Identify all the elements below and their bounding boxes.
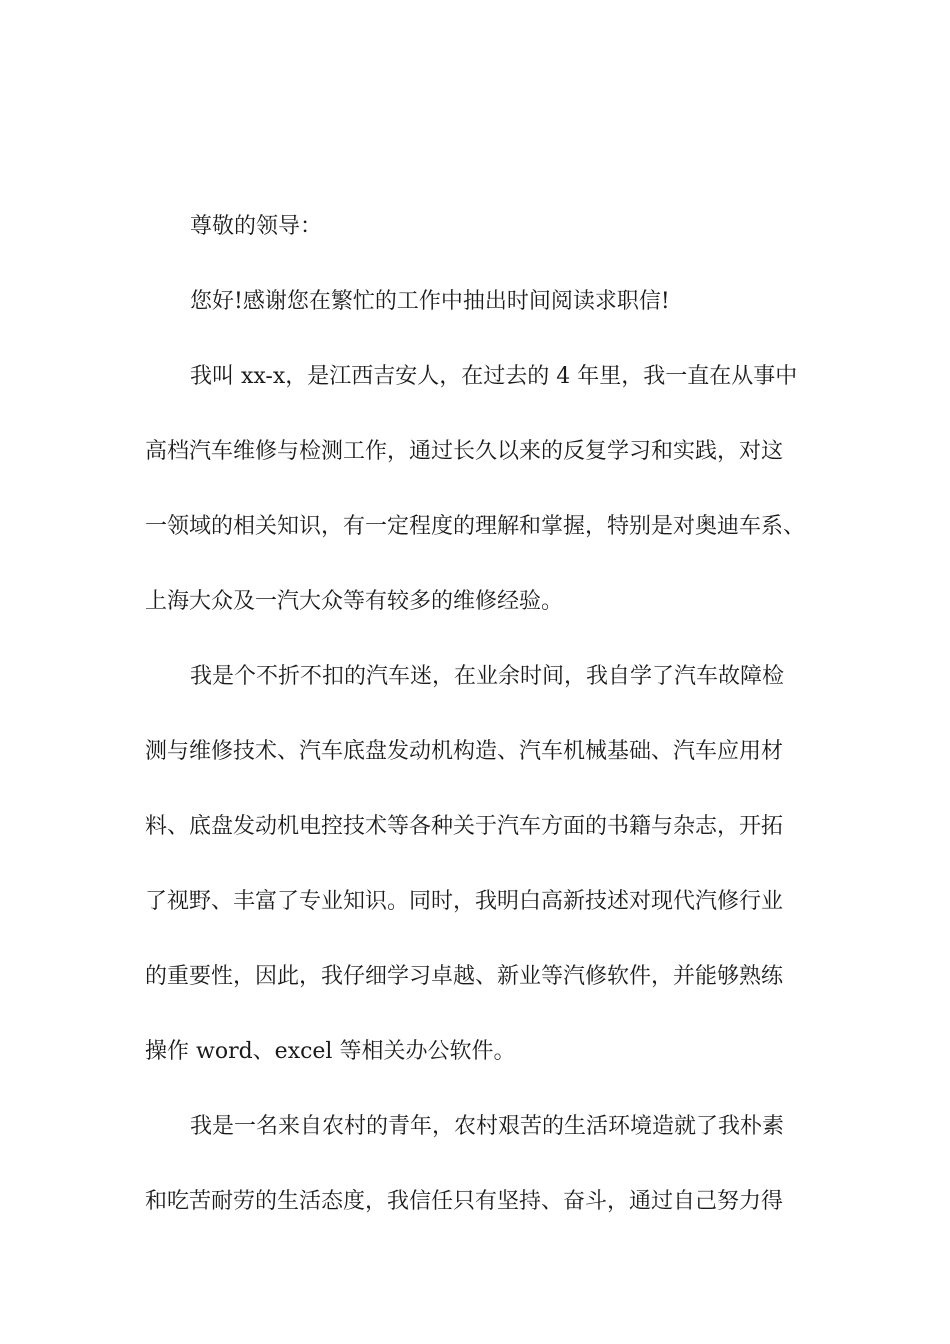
paragraph-line: 高档汽车维修与检测工作，通过长久以来的反复学习和实践，对这	[145, 439, 784, 464]
paragraph-line: 测与维修技术、汽车底盘发动机构造、汽车机械基础、汽车应用材	[145, 739, 784, 764]
paragraph-line: 料、底盘发动机电控技术等各种关于汽车方面的书籍与杂志，开拓	[145, 814, 784, 839]
paragraph-line: 我叫 xx-x，是江西吉安人，在过去的 4 年里，我一直在从事中	[190, 364, 798, 389]
paragraph-line: 上海大众及一汽大众等有较多的维修经验。	[145, 589, 564, 614]
paragraph-line: 我是一名来自农村的青年，农村艰苦的生活环境造就了我朴素	[190, 1114, 785, 1139]
salutation: 尊敬的领导：	[190, 214, 323, 239]
paragraph-line: 了视野、丰富了专业知识。同时，我明白高新技述对现代汽修行业	[145, 889, 784, 914]
greeting: 您好!感谢您在繁忙的工作中抽出时间阅读求职信!	[190, 289, 670, 314]
paragraph-line: 的重要性，因此，我仔细学习卓越、新业等汽修软件，并能够熟练	[145, 964, 784, 989]
paragraph-line: 和吃苦耐劳的生活态度，我信任只有坚持、奋斗，通过自己努力得	[145, 1189, 784, 1214]
paragraph-line: 我是个不折不扣的汽车迷，在业余时间，我自学了汽车故障检	[190, 664, 785, 689]
paragraph-line: 操作 word、excel 等相关办公软件。	[145, 1039, 516, 1064]
paragraph-line: 一领域的相关知识，有一定程度的理解和掌握，特别是对奥迪车系、	[145, 514, 806, 539]
